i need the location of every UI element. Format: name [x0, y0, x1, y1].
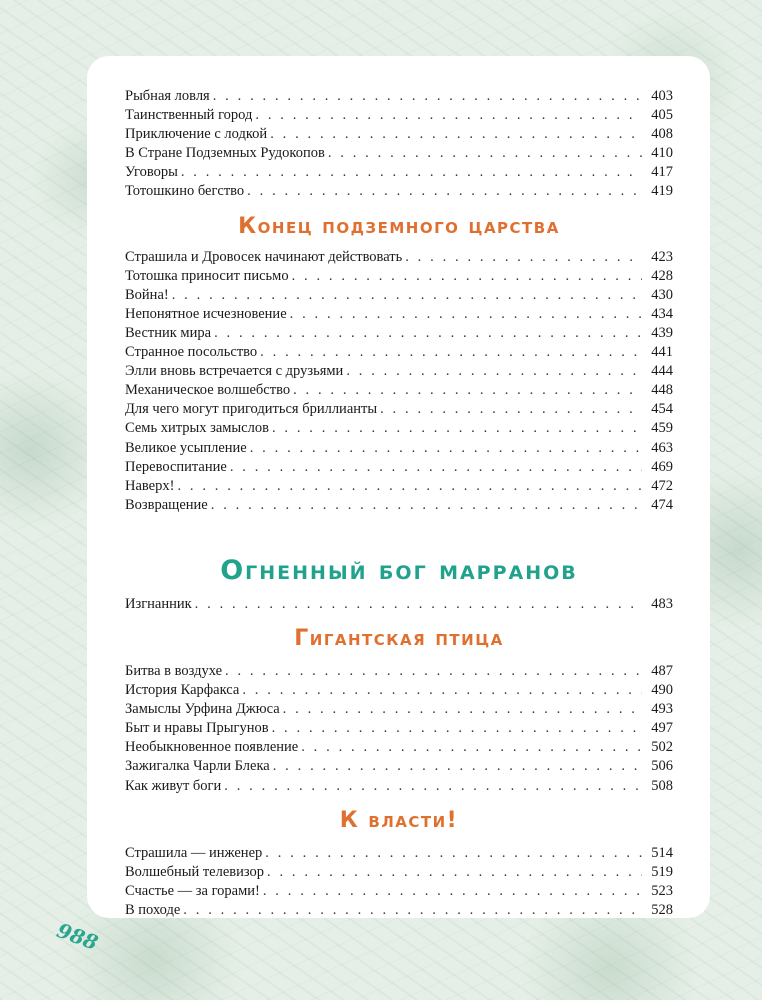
toc-entry: [125, 719, 673, 738]
toc-entry-title: Уговоры: [125, 164, 178, 181]
dot-leader: [346, 362, 642, 381]
toc-entry-page-number: 497: [651, 720, 673, 737]
toc-entry-title: В Стране Подземных Рудокопов: [125, 145, 325, 162]
toc-entry-title: Наверх!: [125, 477, 175, 494]
dot-leader: [214, 324, 642, 343]
toc-entry-title: Как живут боги: [125, 777, 222, 794]
toc-entry-title: Зажигалка Чарли Блека: [125, 758, 270, 775]
dot-leader: [260, 343, 642, 362]
toc-entry: [125, 106, 673, 125]
toc-entry-title: Семь хитрых замыслов: [125, 420, 269, 437]
toc-entry: [125, 496, 673, 515]
dot-leader: [213, 87, 642, 106]
dot-leader: [405, 248, 642, 267]
dot-leader: [272, 719, 642, 738]
toc-list-chapters-a: [125, 87, 673, 202]
toc-entry: [125, 144, 673, 163]
toc-entry-page-number: 490: [651, 682, 673, 699]
dot-leader: [380, 400, 642, 419]
toc-entry-title: Битва в воздухе: [125, 662, 223, 679]
toc-entry-page-number: 493: [651, 701, 673, 718]
toc-entry-page-number: 454: [651, 401, 673, 418]
toc-entry-page-number: 405: [651, 107, 673, 124]
part-heading-fire-god: Огненный бог марранов: [220, 554, 578, 586]
toc-entry-page-number: 448: [651, 382, 673, 399]
toc-entry: [125, 738, 673, 757]
toc-entry-title: Тотошкино бегство: [125, 183, 245, 200]
toc-entry-page-number: 469: [651, 458, 673, 475]
toc-entry-page-number: 410: [651, 145, 673, 162]
toc-entry-page-number: 434: [651, 305, 673, 322]
toc-entry: [125, 324, 673, 343]
toc-entry: [125, 381, 673, 400]
toc-entry: [125, 343, 673, 362]
toc-entry-page-number: 514: [651, 844, 673, 861]
toc-entry-page-number: 483: [651, 595, 673, 612]
toc-entry: [125, 125, 673, 144]
toc-entry-page-number: 441: [651, 344, 673, 361]
toc-entry-title: Рыбная ловля: [125, 88, 210, 104]
toc-entry-page-number: 428: [651, 267, 673, 284]
dot-leader: [290, 305, 642, 324]
toc-entry-title: Быт и нравы Прыгунов: [125, 720, 269, 737]
dot-leader: [283, 700, 642, 719]
page-number: 988: [53, 918, 102, 955]
dot-leader: [250, 439, 642, 458]
toc-entry-page-number: 472: [651, 477, 673, 494]
toc-entry: [125, 681, 673, 700]
toc-entry: [125, 863, 673, 882]
toc-entry: [125, 267, 673, 286]
toc-entry-page-number: 502: [651, 739, 673, 756]
toc-entry-page-number: 474: [651, 496, 673, 513]
toc-entry-page-number: 506: [651, 758, 673, 775]
toc-entry-title: В походе: [125, 901, 181, 918]
toc-entry-title: Страшила и Дровосек начинают действовать: [125, 248, 403, 265]
toc-entry: [125, 777, 673, 796]
toc-entry-title: Волшебный телевизор: [125, 863, 265, 880]
toc-list-chapters-d: [125, 662, 673, 796]
toc-entry-title: Замыслы Урфина Джюса: [125, 701, 280, 718]
toc-entry-page-number: 439: [651, 324, 673, 341]
toc-entry-page-number: 523: [651, 882, 673, 899]
toc-entry: [125, 757, 673, 776]
dot-leader: [242, 681, 642, 700]
dot-leader: [225, 662, 642, 681]
toc-entry: [125, 248, 673, 267]
toc-entry-title: Непонятное исчезновение: [125, 305, 287, 322]
toc-list-chapters-b: [125, 248, 673, 515]
toc-entry: [125, 477, 673, 496]
dot-leader: [172, 286, 642, 305]
table-of-contents: [125, 87, 673, 920]
toc-entry-title: Возвращение: [125, 496, 208, 513]
dot-leader: [328, 144, 642, 163]
dot-leader: [247, 182, 642, 201]
toc-entry-page-number: 444: [651, 363, 673, 380]
toc-entry-page-number: 463: [651, 439, 673, 456]
section-heading-giant-bird: Гигантская птица: [294, 625, 504, 651]
dot-leader: [267, 863, 642, 882]
section-heading-end-kingdom: Конец подземного царства: [238, 213, 560, 239]
toc-entry: [125, 286, 673, 305]
toc-entry-title: Элли вновь встречается с друзьями: [125, 363, 344, 380]
toc-entry-title: Война!: [125, 286, 169, 303]
toc-entry: [125, 182, 673, 201]
dot-leader: [265, 844, 642, 863]
toc-entry: [125, 439, 673, 458]
toc-list-chapters-c: [125, 595, 673, 614]
dot-leader: [272, 419, 642, 438]
toc-entry-title: Счастье — за горами!: [125, 882, 260, 899]
dot-leader: [211, 496, 642, 515]
toc-entry-title: Странное посольство: [125, 344, 258, 361]
toc-entry-page-number: 459: [651, 420, 673, 437]
toc-entry: [125, 662, 673, 681]
toc-entry-title: Изгнанник: [125, 595, 192, 612]
toc-entry: [125, 882, 673, 901]
dot-leader: [270, 125, 642, 144]
dot-leader: [183, 901, 642, 920]
toc-entry-page-number: 423: [651, 248, 673, 265]
toc-entry-page-number: 519: [651, 863, 673, 880]
toc-entry-page-number: 508: [651, 777, 673, 794]
toc-entry-title: Тотошка приносит письмо: [125, 267, 289, 284]
toc-entry-title: Для чего могут пригодиться бриллианты: [125, 401, 378, 418]
toc-list-chapters-e: [125, 844, 673, 920]
toc-entry-title: Механическое волшебство: [125, 382, 291, 399]
toc-entry-page-number: 419: [651, 183, 673, 200]
toc-entry: [125, 163, 673, 182]
toc-entry: [125, 400, 673, 419]
toc-entry-title: Страшила — инженер: [125, 844, 263, 861]
dot-leader: [181, 163, 642, 182]
toc-entry-page-number: 403: [651, 88, 673, 104]
toc-entry-page-number: 430: [651, 286, 673, 303]
toc-entry-title: Необыкновенное появление: [125, 739, 299, 756]
toc-entry: [125, 362, 673, 381]
dot-leader: [195, 595, 642, 614]
toc-entry: [125, 844, 673, 863]
toc-entry-title: Приключение с лодкой: [125, 126, 268, 143]
toc-entry: [125, 901, 673, 920]
toc-entry-page-number: 408: [651, 126, 673, 143]
toc-entry-title: История Карфакса: [125, 682, 240, 699]
dot-leader: [255, 106, 642, 125]
toc-entry: [125, 305, 673, 324]
toc-entry-page-number: 487: [651, 662, 673, 679]
dot-leader: [224, 777, 642, 796]
toc-entry: [125, 419, 673, 438]
dot-leader: [177, 477, 642, 496]
toc-entry-title: Таинственный город: [125, 107, 253, 124]
dot-leader: [292, 267, 642, 286]
toc-entry-title: Вестник мира: [125, 324, 212, 341]
dot-leader: [301, 738, 642, 757]
toc-entry: [125, 700, 673, 719]
section-heading-to-power: К власти!: [339, 807, 459, 833]
toc-page: [87, 56, 710, 918]
toc-entry-title: Великое усыпление: [125, 439, 247, 456]
toc-entry: [125, 595, 673, 614]
dot-leader: [273, 757, 642, 776]
toc-entry: [125, 458, 673, 477]
toc-entry: [125, 87, 673, 106]
dot-leader: [263, 882, 642, 901]
dot-leader: [230, 458, 642, 477]
toc-entry-page-number: 417: [651, 164, 673, 181]
toc-entry-title: Перевоспитание: [125, 458, 227, 475]
dot-leader: [293, 381, 642, 400]
toc-entry-page-number: 528: [651, 901, 673, 918]
